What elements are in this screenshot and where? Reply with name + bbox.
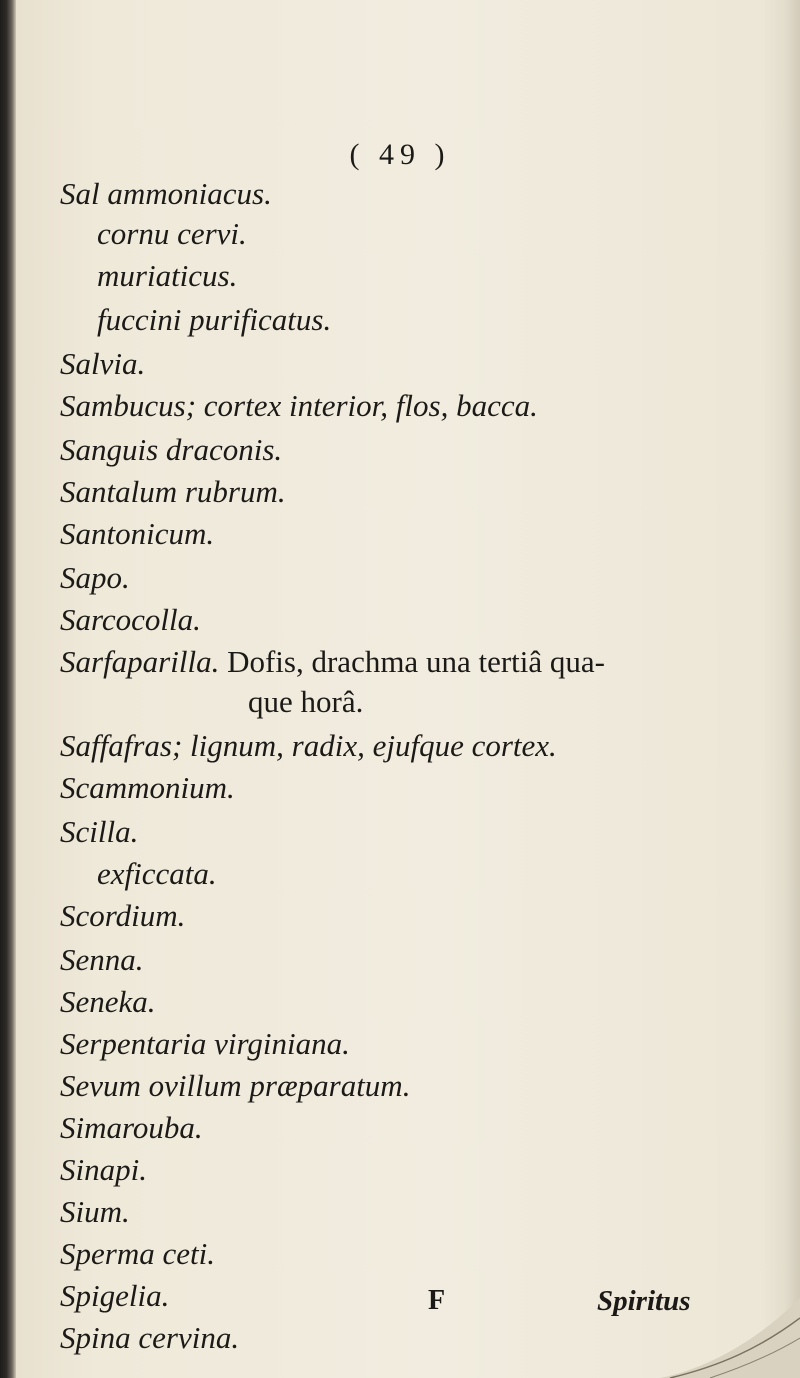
book-spine-shadow — [0, 0, 16, 1378]
entry-salvia: Salvia. — [60, 346, 146, 381]
entry-seneka: Seneka. — [60, 984, 156, 1019]
entry-sarsaparilla-name: Sarfaparilla. — [60, 644, 220, 679]
page-edge-shadow — [762, 0, 800, 1378]
entry-sassafras: Saffafras; lignum, radix, ejufque cortex. — [60, 728, 557, 763]
entry-scordium: Scordium. — [60, 898, 186, 933]
catchword: Spiritus — [597, 1285, 691, 1317]
page-number: ( 49 ) — [349, 138, 451, 171]
entry-sarsaparilla-continuation: que horâ. — [248, 684, 364, 719]
entry-sium: Sium. — [60, 1194, 130, 1229]
entry-santonicum: Santonicum. — [60, 516, 215, 551]
entry-sarsaparilla-dose: Dofis, drachma una tertiâ qua- — [219, 644, 605, 679]
entry-sal-ammoniacus: Sal ammoniacus. — [60, 176, 272, 211]
entry-sapo: Sapo. — [60, 560, 130, 595]
entry-spina-cervina: Spina cervina. — [60, 1320, 240, 1355]
entry-sperma-ceti: Sperma ceti. — [60, 1236, 215, 1271]
entry-senna: Senna. — [60, 942, 144, 977]
entry-santalum: Santalum rubrum. — [60, 474, 286, 509]
entry-scammonium: Scammonium. — [60, 770, 235, 805]
entry-sarsaparilla — [60, 644, 605, 680]
entry-sevum: Sevum ovillum præparatum. — [60, 1068, 411, 1103]
entry-sarcocolla: Sarcocolla. — [60, 602, 201, 637]
entry-simarouba: Simarouba. — [60, 1110, 203, 1145]
entry-cornu-cervi: cornu cervi. — [97, 216, 247, 251]
entry-sanguis: Sanguis draconis. — [60, 432, 283, 467]
entry-muriaticus: muriaticus. — [97, 258, 238, 293]
entry-succini: fuccini purificatus. — [97, 302, 332, 337]
signature-mark: F — [428, 1285, 446, 1316]
entry-spigelia: Spigelia. — [60, 1278, 170, 1313]
entry-scilla: Scilla. — [60, 814, 139, 849]
entry-sambucus: Sambucus; cortex interior, flos, bacca. — [60, 388, 538, 423]
entry-serpentaria: Serpentaria virginiana. — [60, 1026, 350, 1061]
entry-exsiccata: exficcata. — [97, 856, 217, 891]
entry-sinapi: Sinapi. — [60, 1152, 147, 1187]
